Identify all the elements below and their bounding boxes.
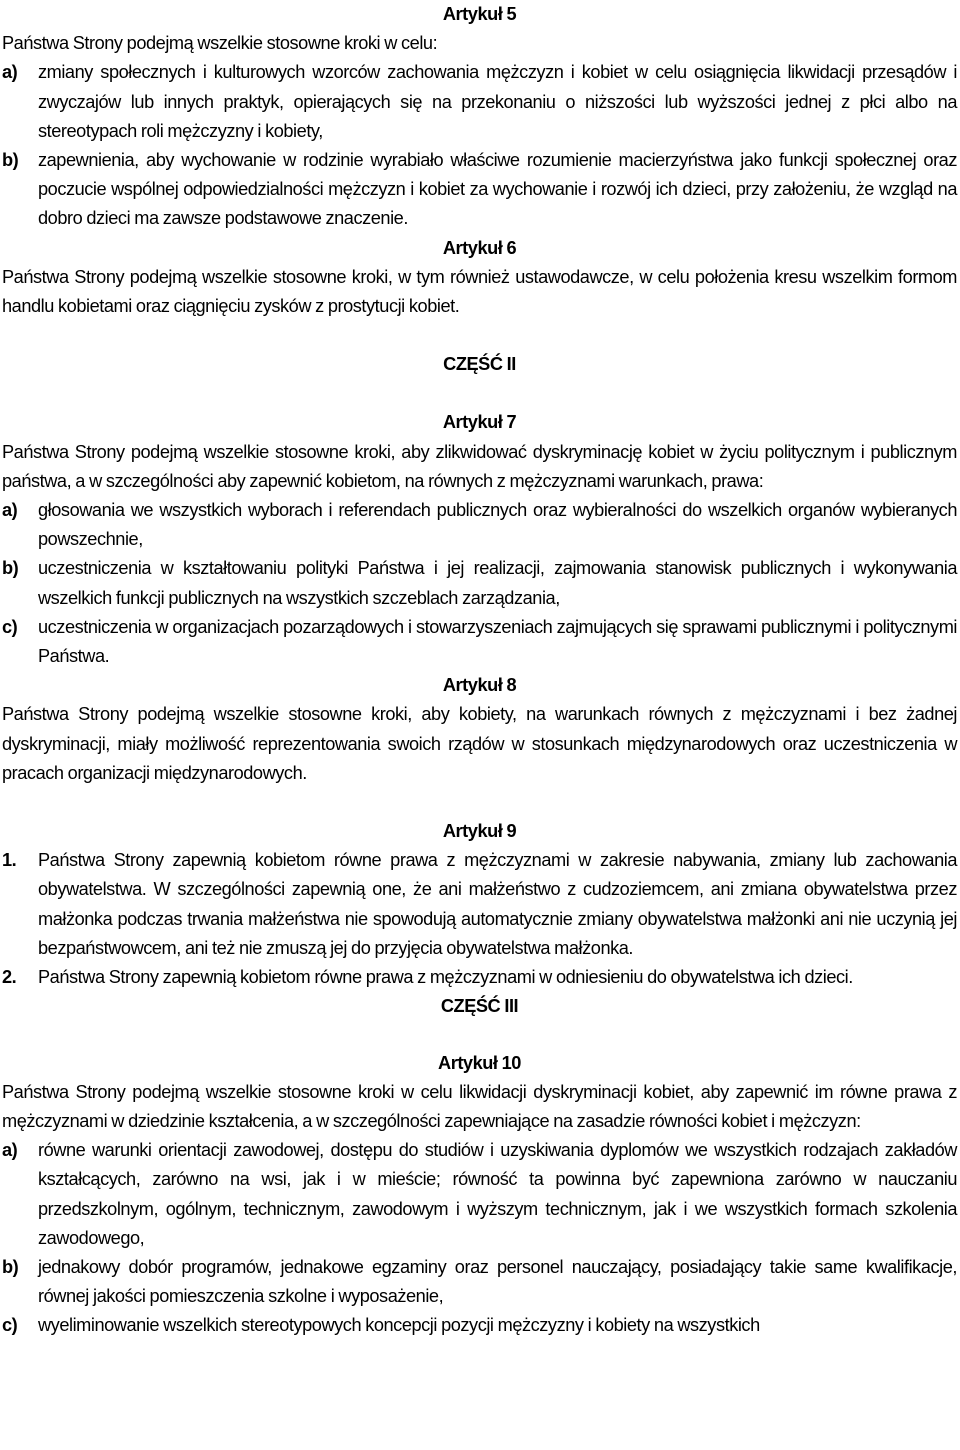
item-marker: a) [2, 62, 18, 83]
item-text: uczestniczenia w kształtowaniu polityki Państwa i jej realizacji, zajmowania stanowisk publicznych i wykonywania wszelkich funkcji publicznych na wszystkich szczeblach zarządzania, [38, 558, 957, 608]
article-8-text: Państwa Strony podejmą wszelkie stosowne kroki, aby kobiety, na warunkach równych z mężczyznami i bez żadnej dyskryminacji, miały możliwość reprezentowania swoich rządów w stosunkach międzynarodowych oraz uczestniczenia w pracach organizacji międzynarodowych. [2, 704, 957, 783]
item-marker: 2. [2, 967, 17, 988]
article-9-item-2 [2, 963, 957, 992]
article-5-intro: Państwa Strony podejmą wszelkie stosowne kroki w celu: [2, 33, 438, 54]
article-8 [2, 671, 957, 788]
article-9-heading: Artykuł 9 [442, 821, 517, 842]
item-text: wyeliminowanie wszelkich stereotypowych koncepcji pozycji mężczyzny i kobiety na wszystkich [38, 1315, 760, 1336]
article-10-heading: Artykuł 10 [438, 1052, 521, 1073]
article-6-heading: Artykuł 6 [442, 237, 517, 258]
item-marker: b) [2, 558, 19, 579]
article-10 [2, 1049, 957, 1341]
article-7 [2, 408, 957, 671]
item-marker: b) [2, 1256, 19, 1277]
article-8-heading: Artykuł 8 [442, 675, 517, 696]
article-5 [2, 0, 957, 234]
item-text: uczestniczenia w organizacjach pozarządowych i stowarzyszeniach zajmujących się sprawami publicznymi i politycznymi Państwa. [38, 616, 957, 667]
article-7-intro: Państwa Strony podejmą wszelkie stosowne kroki, aby zlikwidować dyskryminację kobiet w życiu politycznym i publicznym państwa, a w szczególności aby zapewnić kobietom, na równych z mężczyznami warunkach, prawa: [2, 441, 957, 491]
article-10-item-a [2, 1136, 957, 1253]
article-7-item-c [2, 613, 957, 671]
article-5-item-b [2, 146, 957, 234]
article-10-intro: Państwa Strony podejmą wszelkie stosowne kroki w celu likwidacji dyskryminacji kobiet, aby zapewnić im równe prawa z mężczyznami w dziedzinie kształcenia, a w szczególności zapewniające na zasadzie równości kobiet i mężczyzn: [2, 1081, 957, 1131]
article-9-item-1 [2, 846, 957, 963]
item-text: zapewnienia, aby wychowanie w rodzinie wyrabiało właściwe rozumienie macierzyństwa jako funkcji społecznej oraz poczucie wspólnej odpowiedzialności mężczyzn i kobiet za wychowanie i rozwój ich dzieci, przy założeniu, że wzgląd na dobro dzieci ma zawsze podstawowe znaczenie. [38, 150, 957, 229]
item-marker: c) [2, 616, 18, 637]
article-7-heading: Artykuł 7 [442, 412, 517, 433]
item-text: Państwa Strony zapewnią kobietom równe prawa z mężczyznami w zakresie nabywania, zmiany lub zachowania obywatelstwa. W szczególności zapewnią one, że ani małżeństwo z cudzoziemcem, ani zmiana obywatelstwa przez małżonka podczas trwania małżeństwa nie spowodują automatycznie zmiany obywatelstwa małżonki ani nie uczynią jej bezpaństwowcem, ani też nie zmuszą jej do przyjęcia obywatelstwa małżonka. [38, 850, 957, 958]
item-text: głosowania we wszystkich wyborach i referendach publicznych oraz wybieralności do wszelkich organów wybieranych powszechnie, [38, 500, 957, 550]
item-marker: 1. [2, 850, 17, 871]
article-10-item-c [2, 1311, 957, 1340]
item-marker: a) [2, 1140, 18, 1161]
item-text: równe warunki orientacji zawodowej, dostępu do studiów i uzyskiwania dyplomów we wszystkich rodzajach zakładów kształcących, zarówno na wsi, jak i w mieście; równość ta powinna być zapewniona zarówno w nauczaniu przedszkolnym, ogólnym, technicznym, zawodowym i wyższym technicznym, jak i we wszystkich formach szkolenia zawodowego, [38, 1140, 957, 1248]
article-6-text: Państwa Strony podejmą wszelkie stosowne kroki, w tym również ustawodawcze, w celu położenia kresu wszelkim formom handlu kobietami oraz ciągnięciu zysków z prostytucji kobiet. [2, 266, 957, 317]
article-9 [2, 817, 957, 992]
article-7-item-a [2, 496, 957, 554]
item-marker: c) [2, 1315, 18, 1336]
article-5-item-a [2, 58, 957, 146]
article-7-item-b [2, 554, 957, 612]
article-5-heading: Artykuł 5 [442, 4, 517, 24]
item-text: jednakowy dobór programów, jednakowe egzaminy oraz personel nauczający, posiadający takie same kwalifikacje, równej jakości pomieszczenia szkolne i wyposażenie, [38, 1256, 957, 1307]
item-text: Państwa Strony zapewnią kobietom równe prawa z mężczyznami w odniesieniu do obywatelstwa ich dzieci. [38, 967, 853, 988]
part-2-heading: CZĘŚĆ II [443, 354, 516, 375]
item-text: zmiany społecznych i kulturowych wzorców zachowania mężczyzn i kobiet w celu osiągnięcia likwidacji przesądów i zwyczajów lub innych praktyk, opierających się na przekonaniu o niższości lub wyższości jednej z płci albo na stereotypach roli mężczyzny i kobiety, [38, 62, 957, 141]
item-marker: a) [2, 500, 18, 521]
article-10-item-b [2, 1253, 957, 1311]
part-3-heading: CZĘŚĆ III [440, 996, 519, 1017]
article-6 [2, 234, 957, 322]
item-marker: b) [2, 150, 19, 171]
